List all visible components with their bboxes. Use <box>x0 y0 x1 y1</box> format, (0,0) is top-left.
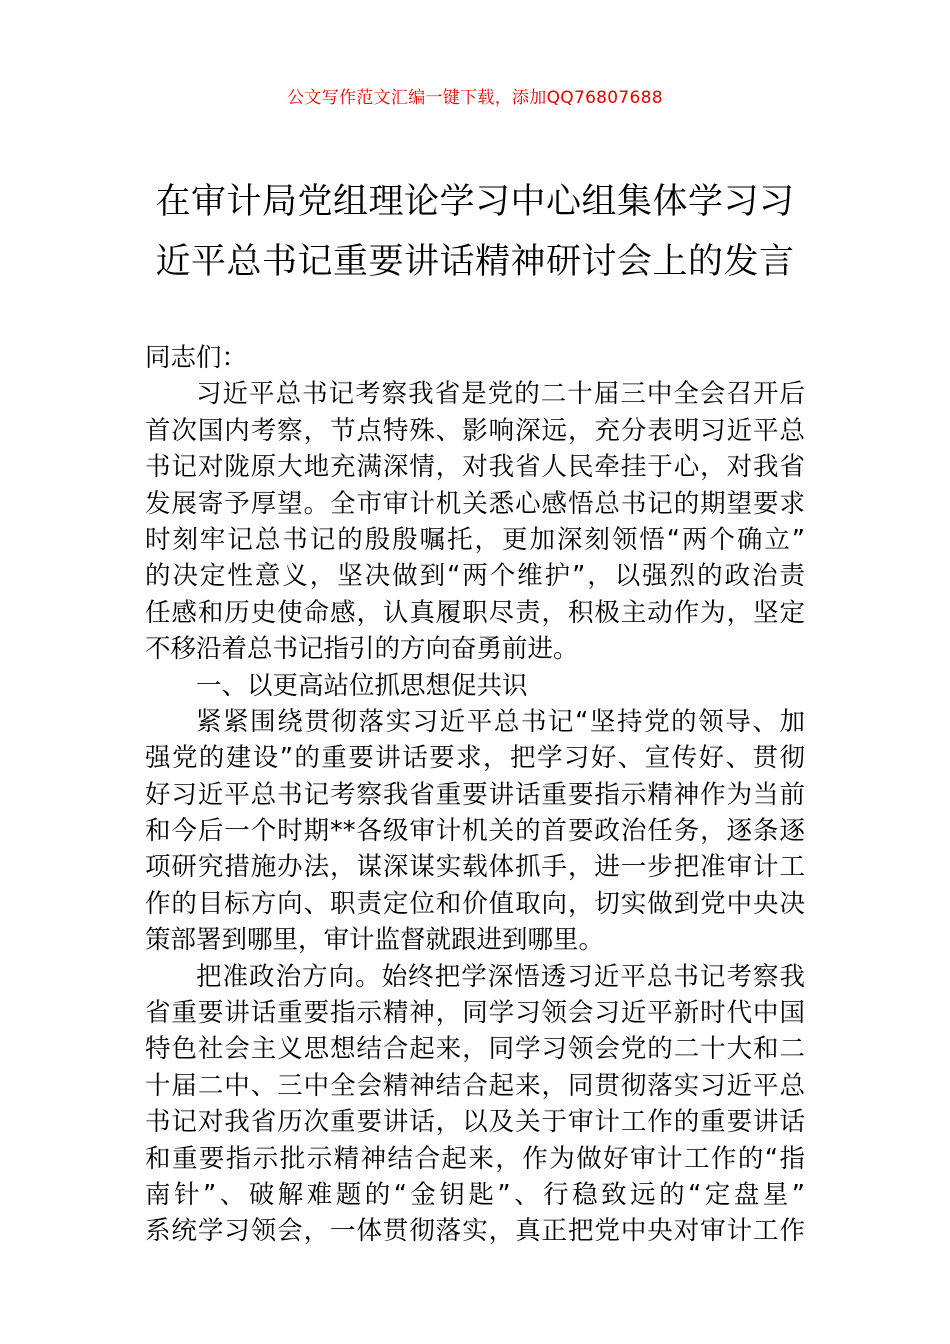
paragraph-line: 书记对陇原大地充满深情，对我省人民牵挂于心，对我省 <box>145 452 805 483</box>
title-line-1: 在审计局党组理论学习中心组集体学习习 <box>155 182 795 222</box>
paragraph-line: 好习近平总书记考察我省重要讲话重要指示精神作为当前 <box>145 779 805 810</box>
paragraph-line: 首次国内考察，节点特殊、影响深远，充分表明习近平总 <box>145 415 805 446</box>
paragraph-line: 把准政治方向。始终把学深悟透习近平总书记考察我 <box>196 961 805 992</box>
paragraph-line: 的决定性意义，坚决做到“两个维护”，以强烈的政治责 <box>145 561 805 592</box>
paragraph-line: 和今后一个时期**各级审计机关的首要政治任务，逐条逐 <box>145 816 805 847</box>
paragraph-line: 项研究措施办法，谋深谋实载体抓手，进一步把准审计工 <box>145 852 805 883</box>
paragraph-line: 系统学习领会，一体贯彻落实，真正把党中央对审计工作 <box>145 1216 805 1247</box>
paragraph-line: 作的目标方向、职责定位和价值取向，切实做到党中央决 <box>145 888 805 919</box>
paragraph-line: 策部署到哪里，审计监督就跟进到哪里。 <box>145 925 605 956</box>
paragraph-line: 不移沿着总书记指引的方向奋勇前进。 <box>145 634 579 665</box>
salutation: 同志们： <box>145 343 248 373</box>
header-banner: 公文写作范文汇编一键下载，添加QQ76807688 <box>287 88 663 108</box>
title-line-2: 近平总书记重要讲话精神研讨会上的发言 <box>155 242 795 282</box>
paragraph-line: 省重要讲话重要指示精神，同学习领会习近平新时代中国 <box>145 998 805 1029</box>
paragraph-line: 和重要指示批示精神结合起来，作为做好审计工作的“指 <box>145 1143 805 1174</box>
document-title <box>130 172 820 292</box>
paragraph-line: 特色社会主义思想结合起来，同学习领会党的二十大和二 <box>145 1034 805 1065</box>
paragraph-line: 习近平总书记考察我省是党的二十届三中全会召开后 <box>196 379 805 410</box>
document-body <box>145 340 805 1250</box>
paragraph-line: 书记对我省历次重要讲话，以及关于审计工作的重要讲话 <box>145 1107 805 1138</box>
paragraph-line: 发展寄予厚望。全市审计机关悉心感悟总书记的期望要求 <box>145 488 805 519</box>
paragraph-line: 时刻牢记总书记的殷殷嘱托，更加深刻领悟“两个确立” <box>145 524 805 555</box>
paragraph-line: 紧紧围绕贯彻落实习近平总书记“坚持党的领导、加 <box>196 706 805 737</box>
section-heading: 一、以更高站位抓思想促共识 <box>196 670 528 701</box>
paragraph-line: 强党的建设”的重要讲话要求，把学习好、宣传好、贯彻 <box>145 743 805 774</box>
paragraph-line: 南针”、破解难题的“金钥匙”、行稳致远的“定盘星” <box>145 1179 805 1210</box>
paragraph-line: 任感和历史使命感，认真履职尽责，积极主动作为，坚定 <box>145 597 805 628</box>
paragraph-line: 十届二中、三中全会精神结合起来，同贯彻落实习近平总 <box>145 1070 805 1101</box>
